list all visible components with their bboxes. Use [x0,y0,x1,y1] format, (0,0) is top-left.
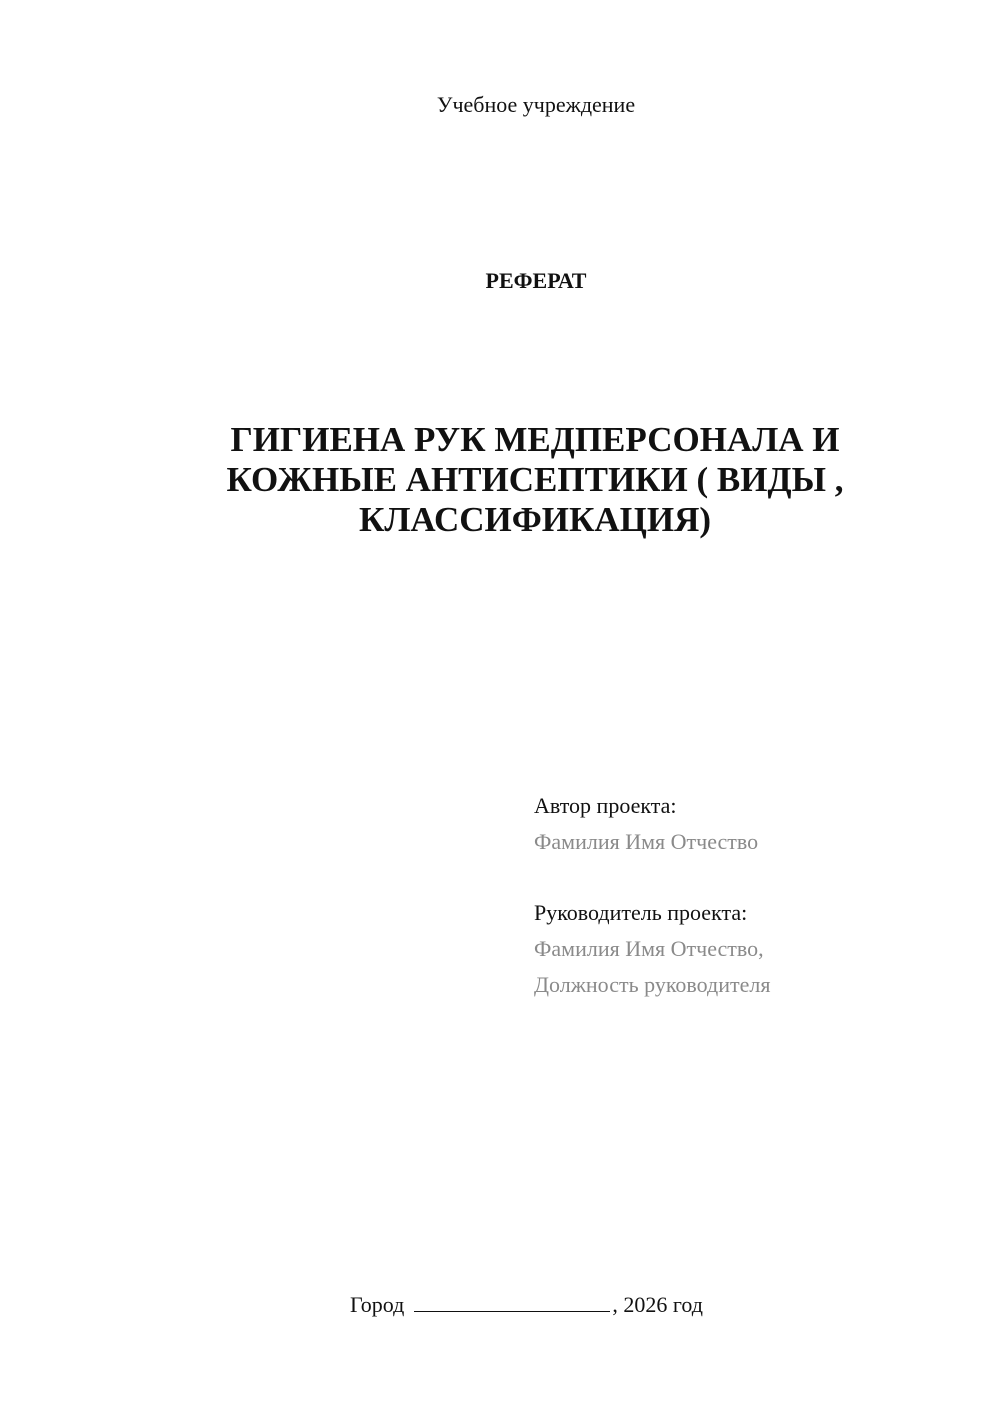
supervisor-position: Должность руководителя [534,972,771,997]
city-blank-line [414,1293,610,1312]
title-line: КОЖНЫЕ АНТИСЕПТИКИ ( ВИДЫ , [226,460,844,499]
supervisor-label: Руководитель проекта: [534,900,748,925]
author-block [534,788,964,860]
supervisor-block [534,895,964,1003]
document-type: РЕФЕРАТ [485,268,587,293]
credits-block [534,788,964,1003]
institution-name: Учебное учреждение [436,92,636,117]
title-line: ГИГИЕНА РУК МЕДПЕРСОНАЛА И [230,420,840,459]
document-title [170,420,900,540]
supervisor-name: Фамилия Имя Отчество, [534,936,764,961]
author-label: Автор проекта: [534,793,677,818]
city-label: Город [350,1292,405,1317]
year-text: , 2026 год [612,1292,703,1317]
footer-city-year [350,1292,703,1318]
author-name: Фамилия Имя Отчество [534,829,759,854]
title-line: КЛАССИФИКАЦИЯ) [358,500,712,539]
